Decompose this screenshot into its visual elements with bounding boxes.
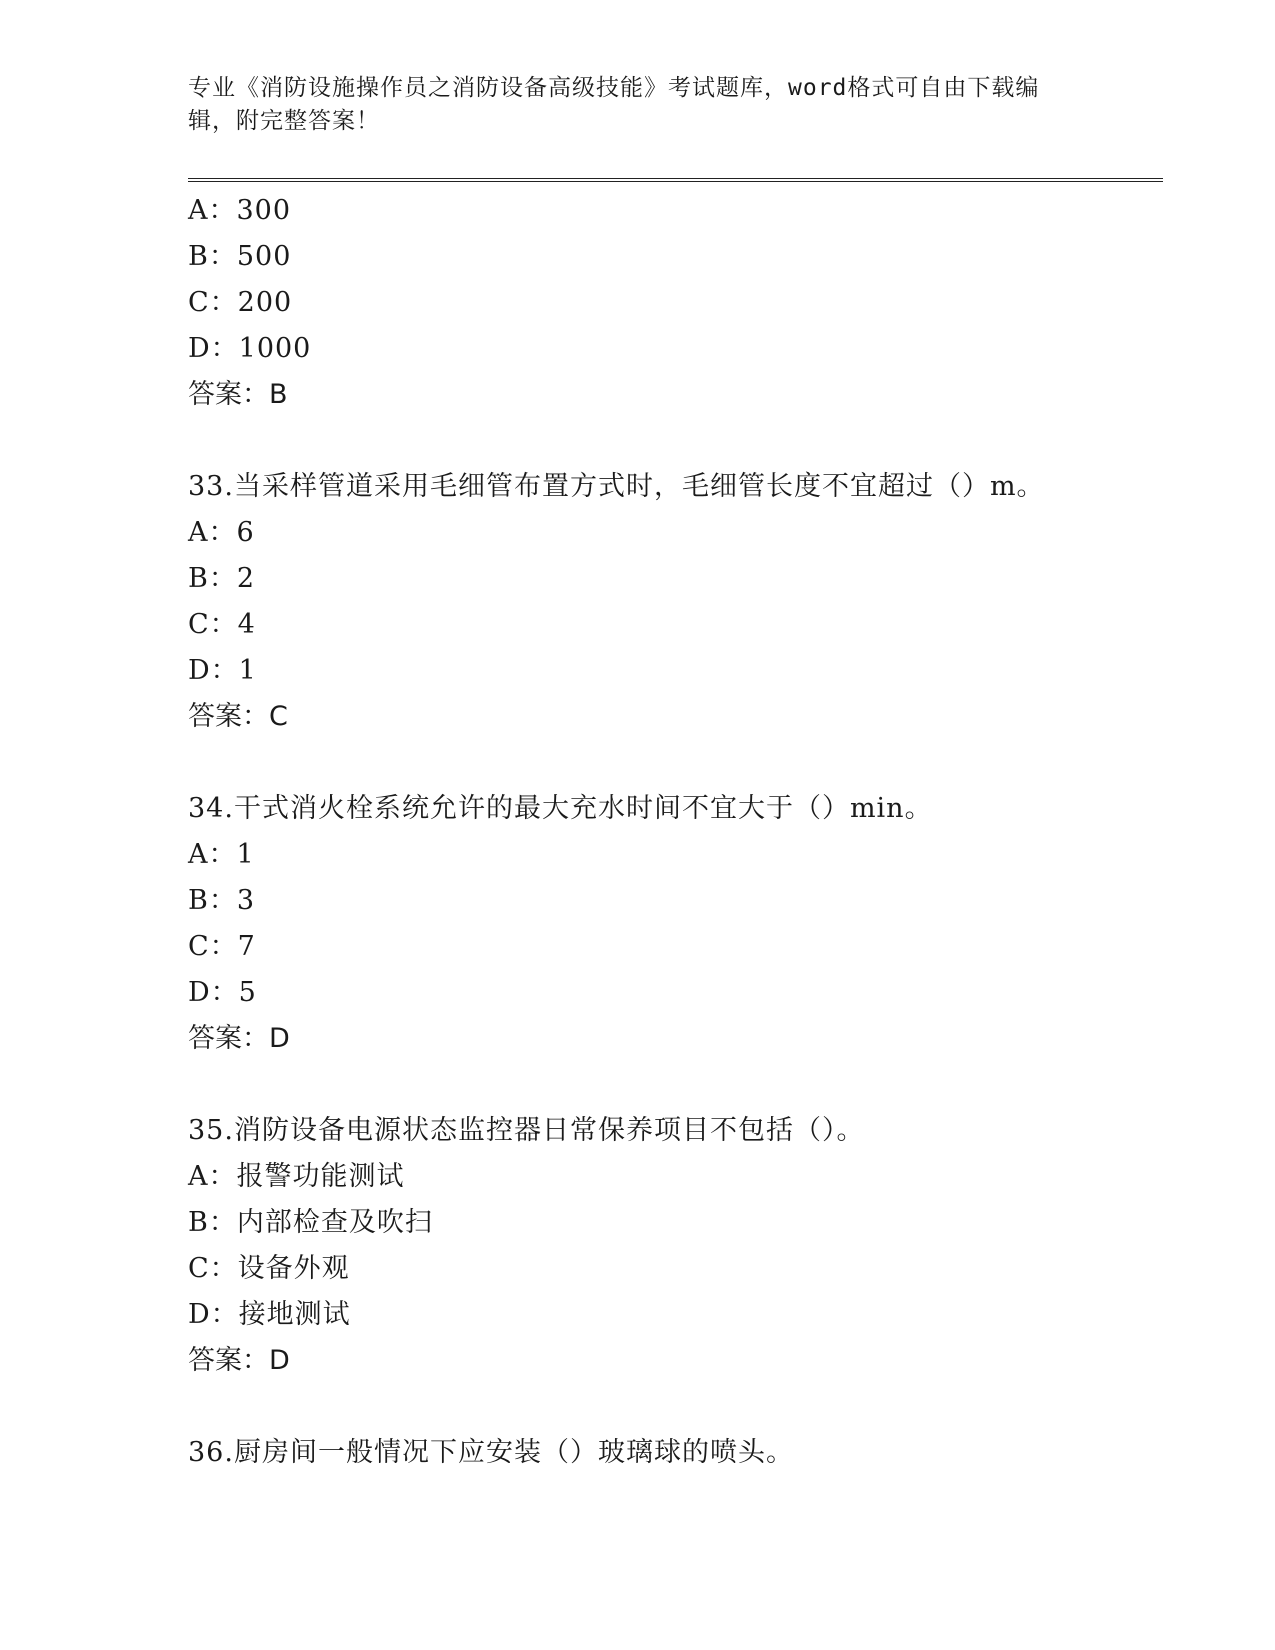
question-36 — [188, 1430, 1163, 1476]
option-a: A：6 — [188, 517, 255, 548]
question-34 — [188, 786, 1163, 1062]
option-d: D：1 — [188, 655, 257, 686]
option-a: A：1 — [188, 839, 255, 870]
question-32-continued — [188, 188, 1163, 418]
answer-line: 答案：B — [188, 379, 288, 410]
option-c: C：7 — [188, 931, 256, 962]
question-stem: 35.消防设备电源状态监控器日常保养项目不包括（）。 — [188, 1115, 865, 1146]
question-stem: 34.干式消火栓系统允许的最大充水时间不宜大于（）min。 — [188, 793, 933, 824]
question-stem: 33.当采样管道采用毛细管布置方式时，毛细管长度不宜超过（）m。 — [188, 471, 1045, 502]
answer-line: 答案：D — [188, 1345, 290, 1376]
option-b: B：内部检查及吹扫 — [188, 1207, 433, 1238]
document-header: 专业《消防设施操作员之消防设备高级技能》考试题库，word格式可自由下载编辑，附完整答案！ — [188, 75, 1040, 134]
question-list — [188, 188, 1163, 1476]
option-a: A：报警功能测试 — [188, 1161, 405, 1192]
option-d: D：接地测试 — [188, 1299, 351, 1330]
answer-line: 答案：C — [188, 701, 288, 732]
option-b: B：2 — [188, 563, 256, 594]
option-c: C：设备外观 — [188, 1253, 350, 1284]
option-b: B：500 — [188, 241, 292, 272]
option-d: D：5 — [188, 977, 257, 1008]
option-c: C：4 — [188, 609, 256, 640]
header-divider — [188, 178, 1163, 182]
option-b: B：3 — [188, 885, 256, 916]
question-35 — [188, 1108, 1163, 1384]
option-c: C：200 — [188, 287, 293, 318]
question-33 — [188, 464, 1163, 740]
question-stem: 36.厨房间一般情况下应安装（）玻璃球的喷头。 — [188, 1437, 794, 1468]
answer-line: 答案：D — [188, 1023, 290, 1054]
option-a: A：300 — [188, 195, 292, 226]
option-d: D：1000 — [188, 333, 312, 364]
